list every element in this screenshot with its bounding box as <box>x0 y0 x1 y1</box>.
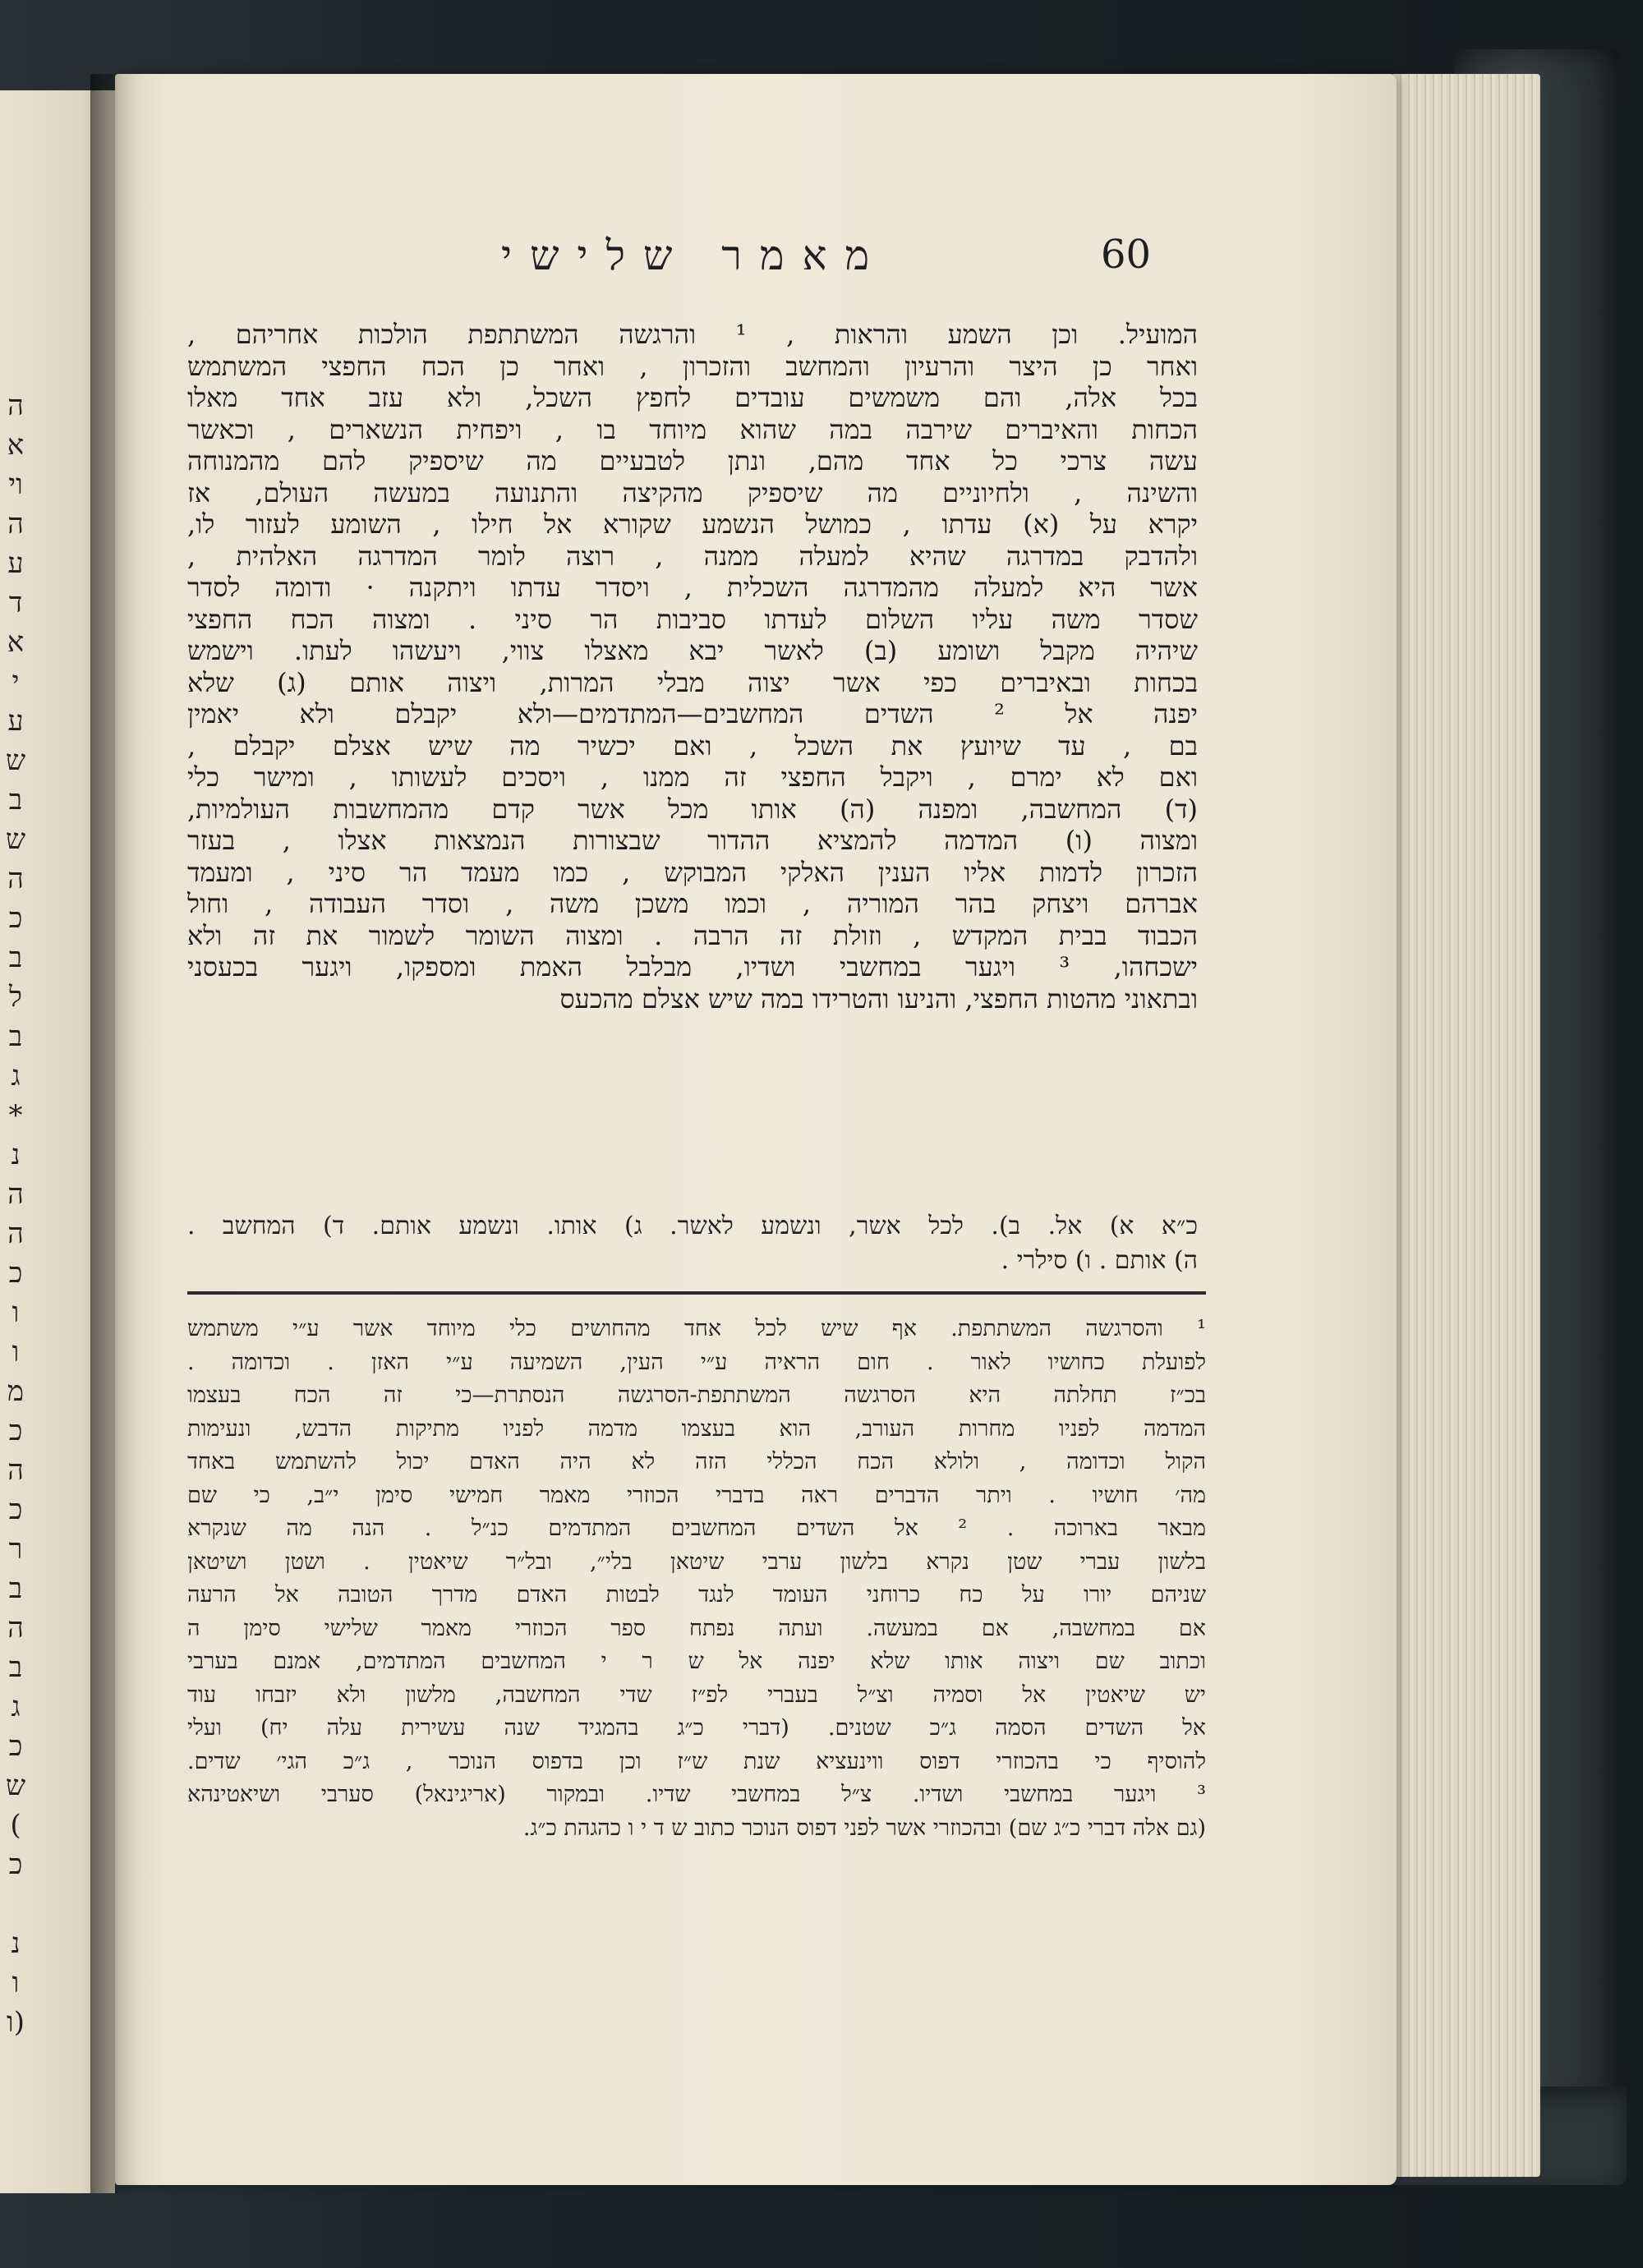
footnote-line: לפועלת כחושיו לאור . חום הראיה ע״י העין, השמיעה ע״י האזן . וכדומה . <box>187 1349 1206 1375</box>
margin-fragment <box>3 1884 28 1924</box>
margin-fragment: ו <box>12 1967 20 1999</box>
footnote-line: אל השדים הסמה ג״כ שטנים. (דברי כ״ג בהמגיד שנה עשירית עלה יח) ועלי <box>187 1715 1206 1741</box>
margin-fragment: כ <box>8 1415 23 1447</box>
body-text-line: בם , עד שיועץ את השכל , ואם יכשיר מה שיש אצלם יקבלם , <box>187 729 1198 761</box>
footnote-line: בלשון עברי שטן נקרא בלשון ערבי שיטאן בלי״, ובל״ר שיאטין . ושטן ושיטאן <box>187 1548 1206 1575</box>
margin-fragment: ה <box>7 1217 24 1250</box>
margin-fragment: ה <box>7 1612 24 1645</box>
margin-fragment: ב <box>8 1020 23 1053</box>
main-text-block <box>187 319 1198 1014</box>
margin-fragment: ה <box>7 863 24 895</box>
margin-fragment: כ <box>8 902 23 935</box>
body-text-line: המועיל. וכן השמע והראות , ¹ והרגשה המשתתפת הולכות אחריהם , <box>187 319 1198 350</box>
body-text-line: ואם לא ימרם , ויקבל החפצי זה ממנו , ויסכים לעשותו , ומישר כלי <box>187 761 1198 793</box>
margin-fragment: א <box>7 626 25 659</box>
footnote-line: המדמה לפניו מחרות העורב, הוא בעצמו מדמה לפניו מתיקות הדבש, ונעימות <box>187 1415 1206 1442</box>
margin-fragment: ש <box>5 823 26 856</box>
footnote-line: להוסיף כי בהכוזרי דפוס ווינעציא שנת ש״ז וכן בדפוס הנוכר , ג״כ הגי׳ שדים. <box>187 1748 1206 1774</box>
margin-fragment: * <box>8 1099 23 1132</box>
margin-fragment: ה <box>7 1178 24 1211</box>
book-gutter-shadow <box>90 74 140 2193</box>
margin-fragment: נ <box>11 1139 21 1171</box>
margin-fragment: ה <box>7 1454 24 1487</box>
body-text-line: יקרא על (א) עדתו , כמושל הנשמע שקורא אל חילו , השומע לעזור לו, <box>187 508 1198 540</box>
margin-fragment: כ <box>8 1257 23 1290</box>
margin-fragment: כ <box>8 1493 23 1526</box>
body-text-line: יפנה אל ² השדים המחשבים—המתדמים—ולא יקבלם ולא יאמין <box>187 698 1198 729</box>
margin-fragment: א <box>7 429 25 462</box>
running-title: מאמר שלישי <box>501 232 888 279</box>
margin-fragment: ו) <box>7 2006 25 2039</box>
margin-fragment: ב <box>8 784 23 817</box>
footnote-line: שניהם יורו על כח כרוחני העומד לנגד לבטות האדם מדרך הטובה אל הרעה <box>187 1582 1206 1608</box>
margin-fragment: ד <box>8 587 23 619</box>
margin-fragment: ע <box>7 705 24 738</box>
margin-fragment: כ <box>8 1848 23 1881</box>
left-page-margin-fragments <box>3 386 28 2042</box>
margin-fragment: וי <box>8 468 23 501</box>
margin-fragment: ב <box>8 1651 23 1684</box>
variant-line: כ״א א) אל. ב). לכל אשר, ונשמע לאשר. ג) אותו. ונשמע אותם. ד) המחשב . <box>187 1212 1198 1240</box>
margin-fragment: ( <box>10 1809 21 1842</box>
body-text-line: ומצוה (ו) המדמה להמציא ההדור שבצורות הנמצאות אצלו , בעזר <box>187 825 1198 856</box>
body-text-line: אברהם ויצחק בהר המוריה , וכמו משכן משה , וסדר העבודה , וחול <box>187 888 1198 919</box>
page-header <box>156 232 1175 297</box>
margin-fragment: ש <box>5 744 26 777</box>
body-text-line: שיהיה מקבל ושומע (ב) לאשר יבא מאצלו צווי, ויעשהו לעתו. וישמש <box>187 635 1198 666</box>
margin-fragment: ו <box>12 1296 20 1329</box>
margin-fragment: ג <box>11 1691 21 1723</box>
margin-fragment: י <box>12 665 20 698</box>
margin-fragment: נ <box>11 1927 21 1960</box>
body-text-line: אשר היא למעלה מהמדרגה השכלית , ויסדר עדתו ויתקנה · ודומה לסדר <box>187 572 1198 603</box>
margin-fragment: ה <box>7 508 24 541</box>
footnote-line: הקול וכדומה , ולולא הכח הכללי הזה לא היה האדם יכול להשתמש באחד <box>187 1449 1206 1474</box>
margin-fragment: ע <box>7 547 24 580</box>
margin-fragment: ל <box>9 981 22 1014</box>
footnote-line: (גם אלה דברי כ״ג שם) ובהכוזרי אשר לפני דפוס הנוכר כתוב ש ד י ו כהגהת כ״ג. <box>522 1815 1206 1841</box>
footnote-line: ¹ והסרגשה המשתתפת. אף שיש לכל אחד מהחושים כלי מיוחד אשר ע״י משתמש <box>187 1316 1206 1341</box>
footnote-line: מה׳ חושיו . ויתר הדברים ראה בדברי הכוזרי מאמר חמישי סימן י״ב, כי שם <box>187 1482 1206 1508</box>
footnote-line: יש שיאטין אל וסמיה וצ״ל בעברי לפ״ז שדי המחשבה, מלשון ולא יזבחו עוד <box>187 1681 1206 1708</box>
variant-readings <box>187 1209 1198 1278</box>
body-text-line: ואחר כן היצר והרעיון והמחשב והזכרון , ואחר כן הכח החפצי המשתמש <box>187 350 1198 382</box>
footnote-line: מבאר בארוכה . ² אל השדים המחשבים המתדמים כנ״ל . הנה מה שנקרא <box>187 1516 1206 1541</box>
margin-fragment: ש <box>5 1769 26 1802</box>
footnote-divider <box>187 1291 1206 1295</box>
body-text-line: הכחות והאיברים שירבה במה שהוא מיוחד בו , ויפחית הנשארים , וכאשר <box>187 413 1198 445</box>
footnote-line: וכתוב שם ויצוה אותו שלא יפנה אל ש ר י המחשבים המתדמים, אמנם בערבי <box>187 1649 1206 1674</box>
body-text-line: ולהדבק במדרגה שהיא למעלה ממנה , רוצה לומר המדרגה האלהית , <box>187 540 1198 572</box>
margin-fragment: ג <box>11 1060 21 1093</box>
body-text-line: (ד) המחשבה, ומפנה (ה) אותו מכל אשר קדם מהמחשבות העולמיות, <box>187 793 1198 825</box>
margin-fragment: ב <box>8 1572 23 1605</box>
footnote-line: בכ״ז תחלתה היא הסרגשה המשתתפת-הסרגשה הנסתרת—כי זה הכח בעצמו <box>187 1382 1206 1408</box>
body-text-line: שסדר משה עליו השלום לעדתו סביבות הר סיני . ומצוה הכח החפצי <box>187 603 1198 635</box>
body-text-line: עשה צרכי כל אחד מהם, ונתן לטבעיים מה שיספיק להם מהמנוחה <box>187 445 1198 476</box>
body-text-line: והשינה , ולחיוניים מה שיספיק מהקיצה והתנועה במעשה העולם, אז <box>187 476 1198 508</box>
body-text-line: ישכחהו, ³ ויגער במחשבי ושדיו, מבלבל האמת ומספקו, ויגער בכעסני <box>187 951 1198 982</box>
variant-line: ה) אותם . ו) סילרי . <box>1001 1246 1198 1275</box>
footnote-line: אם במחשבה, אם במעשה. ועתה נפתח ספר הכוזרי מאמר שלישי סימן ה <box>187 1615 1206 1641</box>
margin-fragment: ו <box>12 1336 20 1369</box>
body-text-line: הזכרון לדמות אליו הענין האלקי המבוקש , כמו מעמד הר סיני , ומעמד <box>187 856 1198 888</box>
body-text-line: ובתאוני מהטות החפצי, והניעו והטרידו במה שיש אצלם מהכעס <box>559 982 1198 1014</box>
margin-fragment: ר <box>8 1533 23 1566</box>
margin-fragment: ה <box>7 389 24 422</box>
page-number: 60 <box>1101 232 1152 278</box>
footnote-line: ³ ויגער במחשבי ושדיו. צ״ל במחשבי שדיו. ובמקור (אריגינאל) סערבי ושיאטינהא <box>187 1782 1206 1807</box>
margin-fragment: ב <box>8 941 23 974</box>
body-text-line: בכל אלה, והם משמשים עובדים לחפץ השכל, ולא עזב אחד מאלו <box>187 382 1198 413</box>
margin-fragment: מ <box>7 1375 25 1408</box>
body-text-line: הכבוד בבית המקדש , וזולת זה הרבה . ומצוה השומר לשמור את זה ולא <box>187 919 1198 951</box>
footnotes-block <box>187 1313 1206 1845</box>
body-text-line: בכחות ובאיברים כפי אשר יצוה מבלי המרות, ויצוה אותם (ג) שלא <box>187 666 1198 698</box>
margin-fragment: כ <box>8 1730 23 1763</box>
